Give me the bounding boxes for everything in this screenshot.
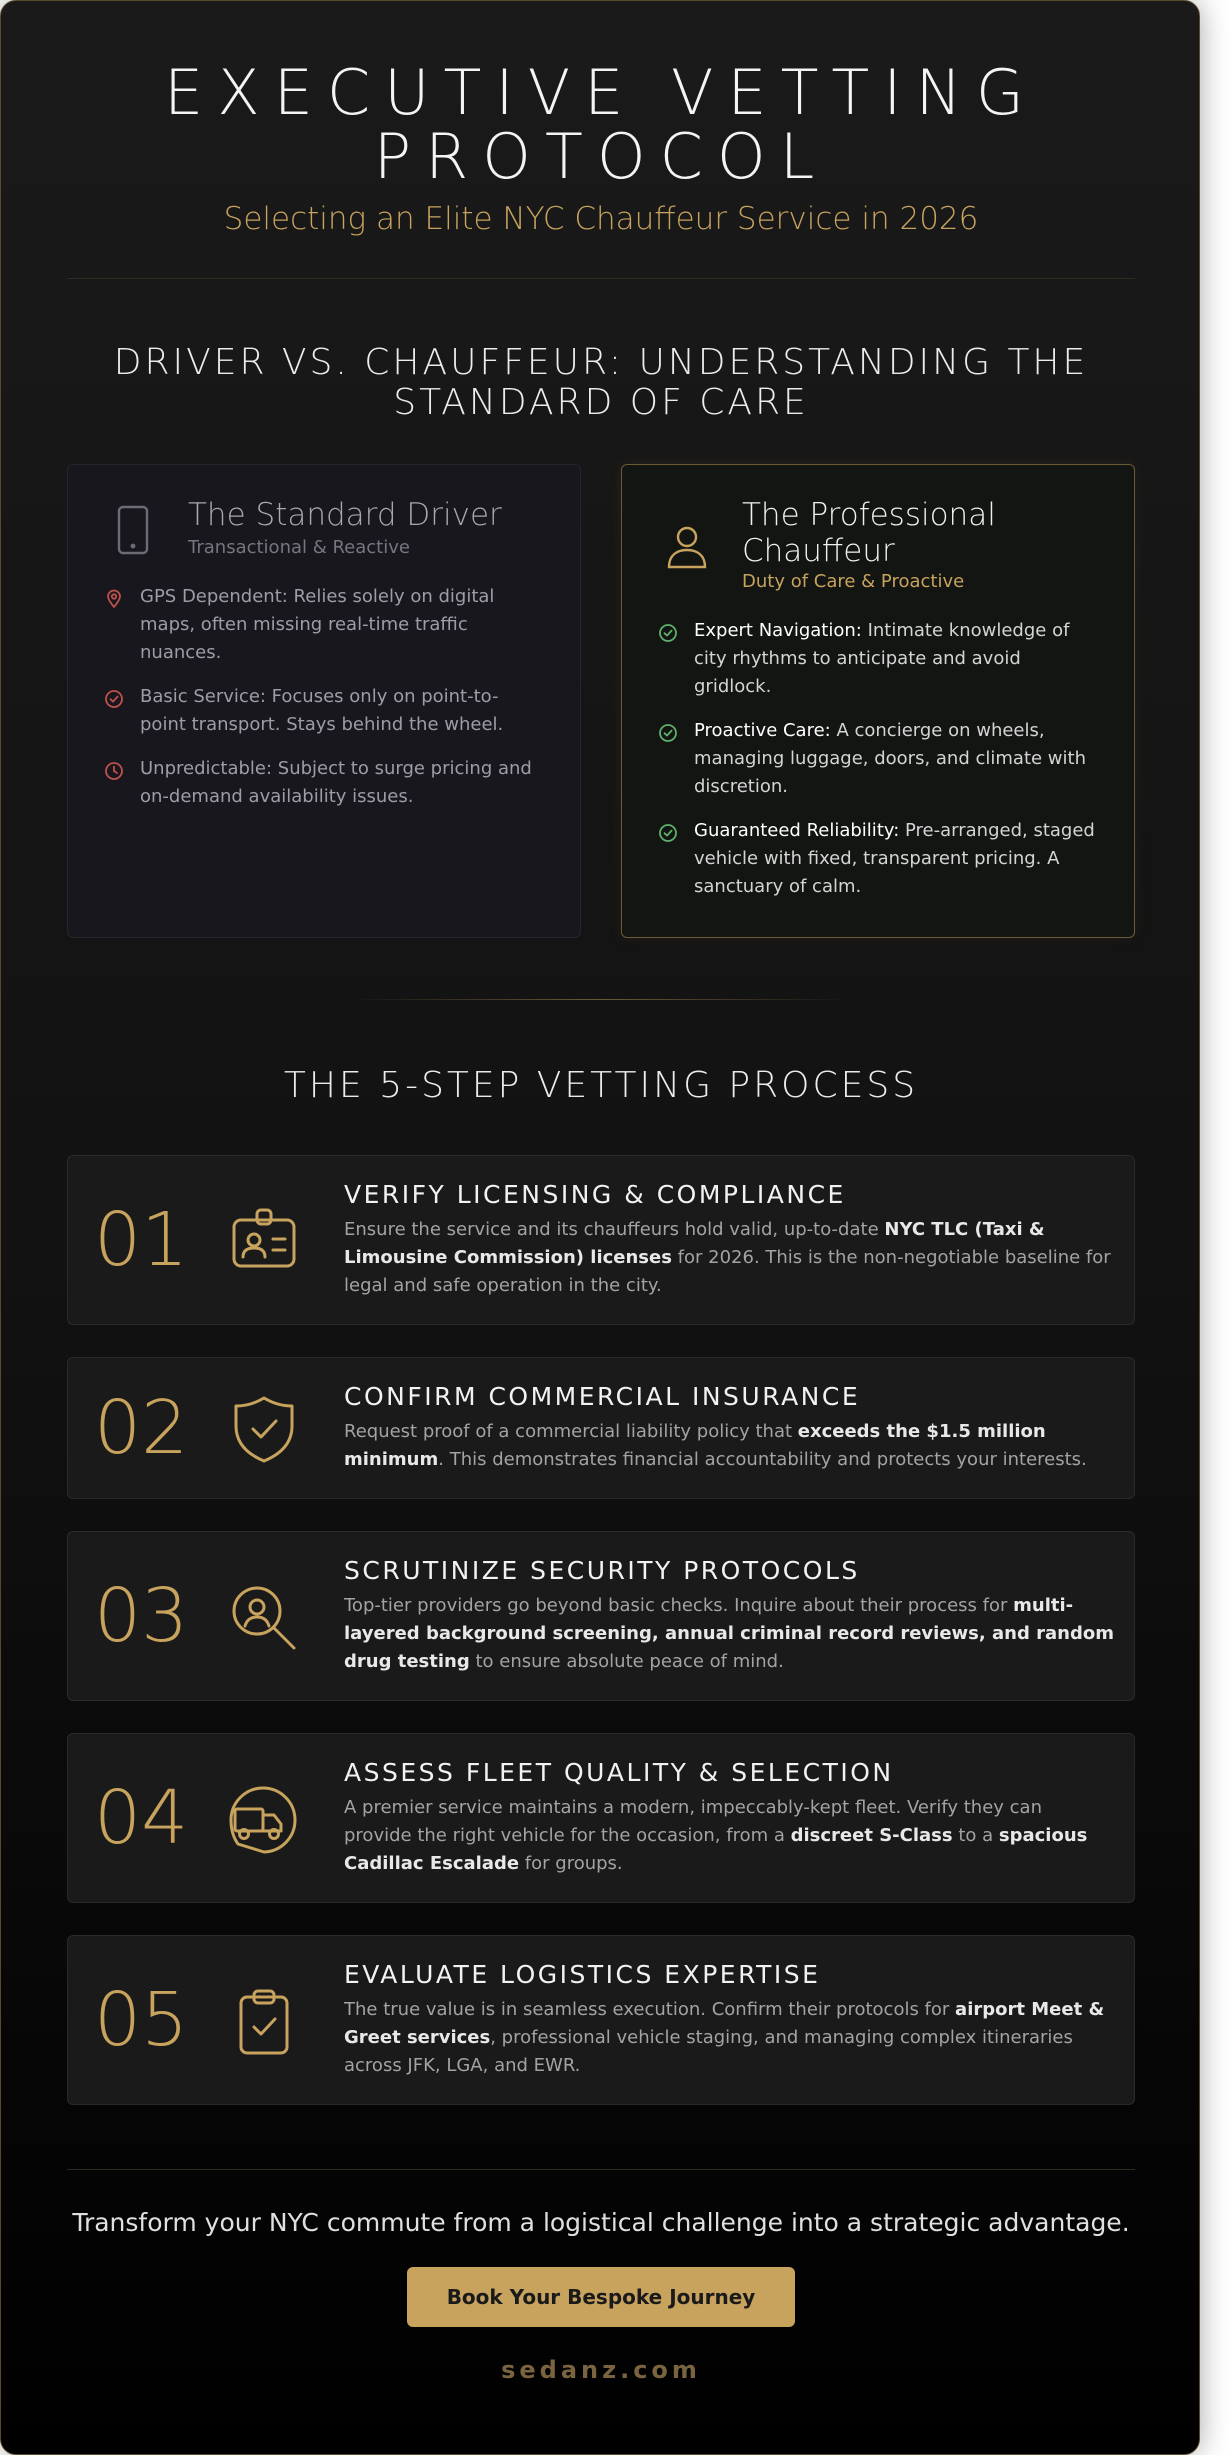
list-item-text: A concierge on wheels, managing luggage, doors, and climate with discretion. bbox=[694, 720, 1086, 797]
check-circle-icon bbox=[658, 723, 678, 743]
list-item-lead: Expert Navigation: bbox=[694, 620, 862, 641]
step-title: CONFIRM COMMERCIAL INSURANCE bbox=[344, 1382, 861, 1411]
professional-chauffeur-subtitle: Duty of Care & Proactive bbox=[742, 571, 965, 592]
list-item-text: Intimate knowledge of city rhythms to anticipate and avoid gridlock. bbox=[694, 620, 1070, 697]
process-heading: THE 5-STEP VETTING PROCESS bbox=[283, 1065, 919, 1106]
step-description: The true value is in seamless execution. Confirm their protocols for airport Meet & Greet services, professional vehicle staging, and managing complex itineraries across JFK, LGA, and EWR. bbox=[344, 1999, 1105, 2076]
step-description: Ensure the service and its chauffeurs hold valid, up-to-date NYC TLC (Taxi & Limousine Commission) licenses for 2026. This is the non-negotiable baseline for legal and safe operation in the city. bbox=[344, 1219, 1111, 1296]
professional-chauffeur-card bbox=[621, 464, 1135, 938]
check-circle-icon bbox=[104, 689, 124, 709]
page-subtitle: Selecting an Elite NYC Chauffeur Service in 2026 bbox=[223, 201, 979, 237]
list-item bbox=[104, 683, 544, 739]
list-item bbox=[658, 617, 1098, 701]
brand-link[interactable]: sedanz.com bbox=[501, 2356, 701, 2384]
list-item bbox=[104, 755, 544, 811]
list-item-text: Basic Service: Focuses only on point-to-point transport. Stays behind the wheel. bbox=[140, 686, 504, 735]
clock-icon bbox=[104, 761, 124, 781]
title-line-2: PROTOCOL bbox=[373, 120, 829, 193]
step-title: ASSESS FLEET QUALITY & SELECTION bbox=[344, 1758, 894, 1787]
list-item-text: Pre-arranged, staged vehicle with fixed, transparent pricing. A sanctuary of calm. bbox=[694, 820, 1095, 897]
shield-check-icon bbox=[228, 1393, 300, 1465]
comparison-heading bbox=[101, 343, 1101, 423]
step-card-3 bbox=[67, 1531, 1135, 1701]
search-user-icon bbox=[228, 1582, 300, 1654]
professional-chauffeur-list bbox=[658, 617, 1098, 917]
header-divider bbox=[67, 278, 1135, 279]
emphasis-text: NYC TLC (Taxi & Limousine Commission) licenses bbox=[344, 1219, 1045, 1268]
page-title bbox=[1, 56, 1200, 193]
step-card-4 bbox=[67, 1733, 1135, 1903]
step-description: Request proof of a commercial liability policy that exceeds the $1.5 million minimum. This demonstrates financial accountability and protects your interests. bbox=[344, 1421, 1087, 1470]
professional-chauffeur-title: The Professional Chauffeur bbox=[742, 497, 996, 569]
map-pin-icon bbox=[104, 589, 124, 609]
clipboard-check-icon bbox=[228, 1986, 300, 2058]
step-title: EVALUATE LOGISTICS EXPERTISE bbox=[344, 1960, 821, 1989]
list-item bbox=[658, 817, 1098, 901]
step-number: 02 bbox=[94, 1385, 189, 1471]
list-item-text: Unpredictable: Subject to surge pricing and on-demand availability issues. bbox=[140, 758, 532, 807]
list-item-text: GPS Dependent: Relies solely on digital maps, often missing real-time traffic nuances. bbox=[140, 586, 495, 663]
comparison-heading-line-1: DRIVER VS. CHAUFFEUR: UNDERSTANDING THE bbox=[113, 342, 1089, 383]
list-item bbox=[104, 583, 544, 667]
step-description: Top-tier providers go beyond basic checks. Inquire about their process for multi-layered background screening, annual criminal record reviews, and random drug testing to ensure absolute peace of mind. bbox=[344, 1595, 1114, 1672]
section-divider bbox=[351, 999, 851, 1000]
step-description: A premier service maintains a modern, impeccably-kept fleet. Verify they can provide the right vehicle for the occasion, from a discreet S-Class to a spacious Cadillac Escalade for groups. bbox=[344, 1797, 1088, 1874]
step-number: 03 bbox=[94, 1573, 189, 1659]
emphasis-text: multi-layered background screening, annual criminal record reviews, and random drug testing bbox=[344, 1595, 1114, 1672]
check-circle-icon bbox=[658, 823, 678, 843]
list-item-lead: Proactive Care: bbox=[694, 720, 831, 741]
standard-driver-list bbox=[104, 583, 544, 827]
step-card-5 bbox=[67, 1935, 1135, 2105]
step-card-2 bbox=[67, 1357, 1135, 1499]
step-title: SCRUTINIZE SECURITY PROTOCOLS bbox=[344, 1556, 860, 1585]
emphasis-text: discreet S-Class bbox=[790, 1825, 953, 1846]
emphasis-text: airport Meet & Greet services bbox=[344, 1999, 1105, 2048]
title-line-1: EXECUTIVE VETTING bbox=[164, 56, 1038, 129]
smartphone-icon bbox=[106, 503, 160, 557]
list-item bbox=[658, 717, 1098, 801]
check-circle-icon bbox=[658, 623, 678, 643]
step-number: 01 bbox=[94, 1197, 189, 1283]
fleet-car-icon bbox=[228, 1784, 300, 1856]
step-title: VERIFY LICENSING & COMPLIANCE bbox=[344, 1180, 846, 1209]
step-card-1 bbox=[67, 1155, 1135, 1325]
standard-driver-subtitle: Transactional & Reactive bbox=[188, 537, 410, 558]
user-icon bbox=[660, 519, 714, 573]
step-number: 04 bbox=[94, 1775, 189, 1861]
list-item-lead: Guaranteed Reliability: bbox=[694, 820, 900, 841]
footer-tagline: Transform your NYC commute from a logistical challenge into a strategic advantage. bbox=[72, 2208, 1130, 2237]
emphasis-text: exceeds the $1.5 million minimum bbox=[344, 1421, 1046, 1470]
comparison-heading-line-2: STANDARD OF CARE bbox=[393, 382, 809, 423]
standard-driver-card bbox=[67, 464, 581, 938]
footer-divider bbox=[67, 2169, 1135, 2170]
id-badge-icon bbox=[228, 1206, 300, 1278]
step-number: 05 bbox=[94, 1977, 189, 2063]
book-journey-button[interactable]: Book Your Bespoke Journey bbox=[407, 2267, 795, 2327]
standard-driver-title: The Standard Driver bbox=[188, 497, 502, 533]
emphasis-text: spacious Cadillac Escalade bbox=[344, 1825, 1088, 1874]
